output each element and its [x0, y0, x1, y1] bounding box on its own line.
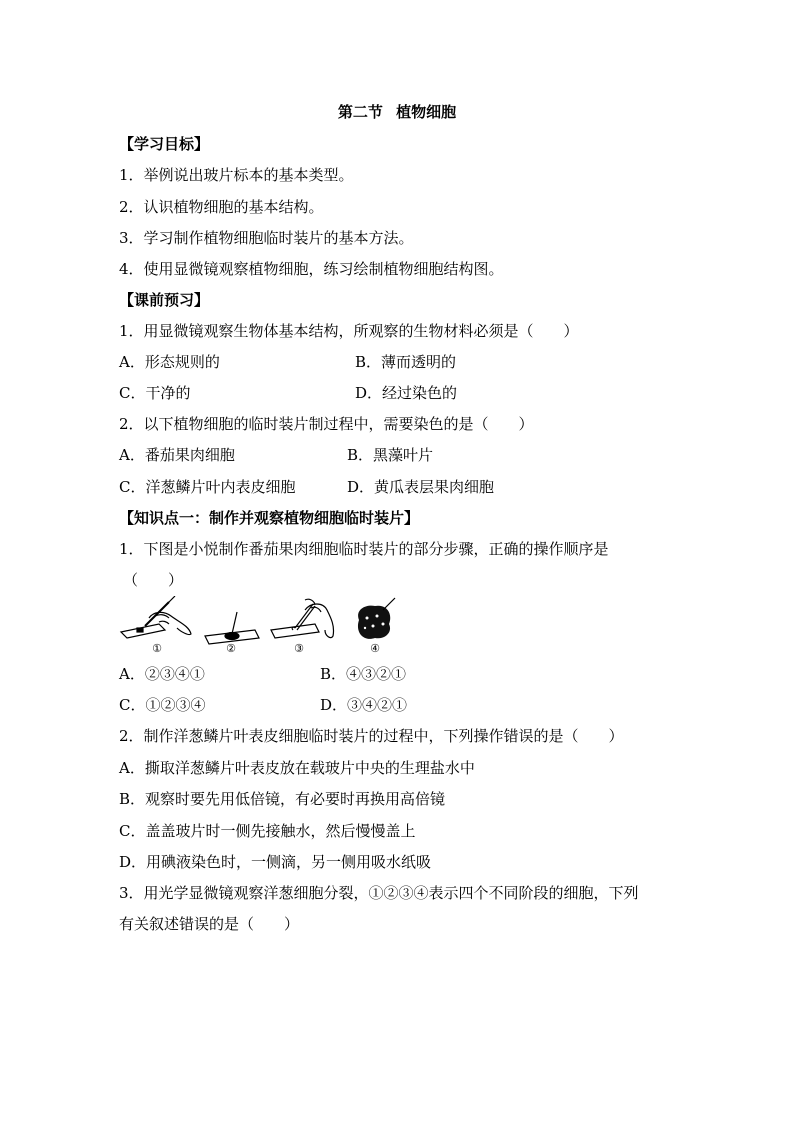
step-label-2: ② [226, 642, 236, 654]
procedure-figure [119, 596, 409, 654]
section-number: 第二节 [337, 103, 383, 121]
step-label-3: ③ [294, 642, 304, 654]
objective-item: 2．认识植物细胞的基本结构。 [119, 198, 324, 216]
knowledge-q3-stem: 3．用光学显微镜观察洋葱细胞分裂，①②③④表示四个不同阶段的细胞，下列 [119, 884, 639, 902]
preview-q1-stem: 1．用显微镜观察生物体基本结构，所观察的生物材料必须是（ ） [119, 322, 579, 340]
objective-item: 1．举例说出玻片标本的基本类型。 [119, 166, 354, 184]
preview-q1-option-b: B．薄而透明的 [355, 353, 457, 371]
objectives-heading: 【学习目标】 [119, 135, 210, 153]
preview-q2-option-d: D．黄瓜表层果肉细胞 [347, 478, 495, 496]
step3-illustration [271, 599, 334, 638]
knowledge-q2-option-b: B．观察时要先用低倍镜，有必要时再换用高倍镜 [119, 790, 446, 808]
knowledge-q1-option-d: D．③④②① [320, 696, 408, 714]
knowledge-q3-stem-cont: 有关叙述错误的是（ ） [119, 915, 300, 933]
knowledge-q2-option-a: A．撕取洋葱鳞片叶表皮放在载玻片中央的生理盐水中 [119, 759, 475, 777]
page-title [0, 102, 794, 122]
preview-q1-option-a: A．形态规则的 [119, 353, 220, 371]
step2-illustration [205, 612, 259, 644]
preview-q1-option-d: D．经过染色的 [355, 384, 458, 402]
knowledge-q1-stem-cont: （ ） [123, 571, 184, 589]
knowledge-q1-option-a: A．②③④① [119, 665, 205, 683]
preview-q2-option-c: C．洋葱鳞片叶内表皮细胞 [119, 478, 296, 496]
step4-illustration [358, 598, 395, 639]
step-label-4: ④ [370, 642, 380, 654]
step-label-1: ① [152, 642, 162, 654]
step1-illustration [121, 596, 191, 638]
knowledge-q1-stem: 1．下图是小悦制作番茄果肉细胞临时装片的部分步骤，正确的操作顺序是 [119, 540, 609, 558]
knowledge-q2-stem: 2．制作洋葱鳞片叶表皮细胞临时装片的过程中，下列操作错误的是（ ） [119, 727, 624, 745]
objective-item: 3．学习制作植物细胞临时装片的基本方法。 [119, 229, 414, 247]
preview-q2-option-a: A．番茄果肉细胞 [119, 446, 235, 464]
preview-q2-stem: 2．以下植物细胞的临时装片制过程中，需要染色的是（ ） [119, 415, 534, 433]
preview-q1-option-c: C．干净的 [119, 384, 191, 402]
knowledge-heading: 【知识点一：制作并观察植物细胞临时装片】 [119, 509, 420, 527]
preview-heading: 【课前预习】 [119, 291, 210, 309]
objective-item: 4．使用显微镜观察植物细胞，练习绘制植物细胞结构图。 [119, 260, 504, 278]
section-name: 植物细胞 [396, 103, 457, 121]
knowledge-q1-option-c: C．①②③④ [119, 696, 206, 714]
knowledge-q2-option-d: D．用碘液染色时，一侧滴，另一侧用吸水纸吸 [119, 853, 432, 871]
knowledge-q1-option-b: B．④③②① [320, 665, 407, 683]
knowledge-q2-option-c: C．盖盖玻片时一侧先接触水，然后慢慢盖上 [119, 822, 416, 840]
preview-q2-option-b: B．黑藻叶片 [347, 446, 434, 464]
